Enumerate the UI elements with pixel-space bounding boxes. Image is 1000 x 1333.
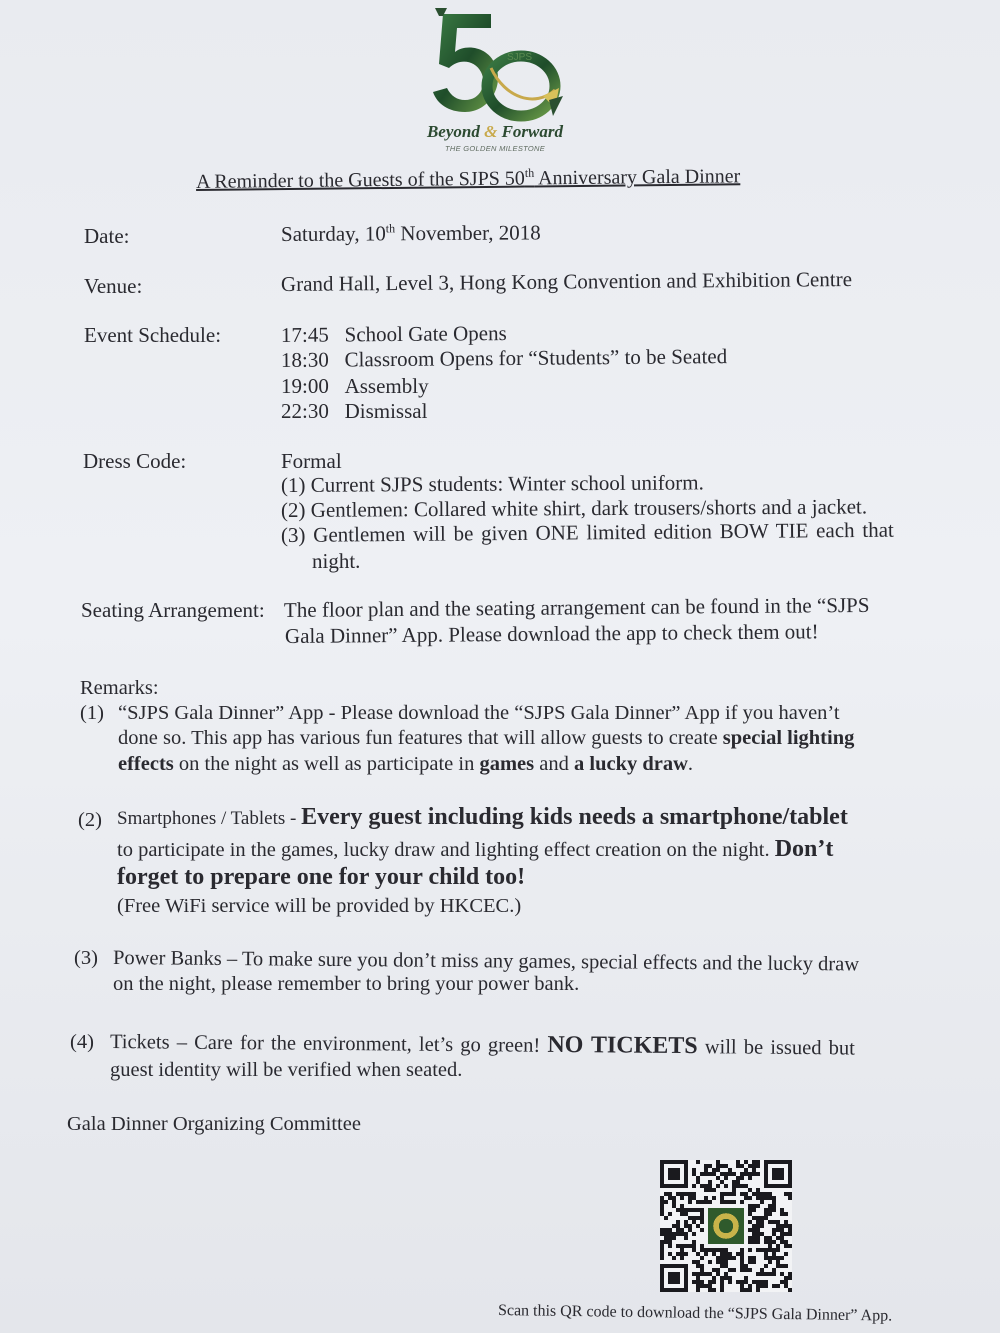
dress-code-item bbox=[281, 518, 894, 548]
remark-1-line-3 bbox=[118, 752, 693, 777]
remark-4-number: (4) bbox=[70, 1031, 94, 1053]
item-number: (3) bbox=[280, 522, 306, 547]
remark-1-number: (1) bbox=[80, 702, 104, 724]
bold-run: Every guest including kids needs a smartphone/tablet bbox=[301, 804, 848, 830]
remark-3-line-2: on the night, please remember to bring your power bank. bbox=[113, 973, 580, 995]
text-run: on the night as well as participate in bbox=[173, 753, 480, 775]
text-run: to participate in the games, lucky draw and lighting effect creation on the night. bbox=[117, 839, 775, 861]
dress-code-item bbox=[281, 470, 704, 498]
schedule-item bbox=[281, 344, 727, 373]
remark-2-line-2 bbox=[117, 837, 833, 863]
schedule-item bbox=[281, 374, 429, 399]
venue-label: Venue: bbox=[84, 274, 143, 298]
remark-4-line-1 bbox=[110, 1029, 855, 1061]
schedule-label: Event Schedule: bbox=[84, 323, 222, 347]
qr-code[interactable] bbox=[660, 1160, 792, 1292]
date-pre: Saturday, 10 bbox=[280, 221, 386, 246]
logo-subtitle: THE GOLDEN MILESTONE bbox=[444, 144, 546, 153]
remark-2-line-4: (Free WiFi service will be provided by HKCEC.) bbox=[117, 895, 522, 917]
date-label: Date: bbox=[84, 224, 130, 248]
title-main: A Reminder to the Guests of the SJPS 50 bbox=[195, 167, 525, 193]
qr-caption: Scan this QR code to download the “SJPS Gala Dinner” App. bbox=[497, 1302, 893, 1325]
item-text: Current SJPS students: Winter school uniform. bbox=[310, 470, 704, 497]
text-run: Tickets – Care for the environment, let’s go green! bbox=[109, 1031, 548, 1057]
date-sup: th bbox=[385, 221, 396, 236]
remark-3-line-1: Power Banks – To make sure you don’t miss any games, special effects and the lucky draw bbox=[112, 947, 860, 976]
remark-4-line-2: guest identity will be verified when seated. bbox=[110, 1059, 463, 1081]
venue-value: Grand Hall, Level 3, Hong Kong Convention and Exhibition Centre bbox=[280, 267, 853, 296]
schedule-time: 17:45 bbox=[280, 322, 329, 347]
bold-run: games bbox=[479, 753, 535, 775]
seating-line-2: Gala Dinner” App. Please download the app to check them out! bbox=[284, 619, 819, 648]
item-text: Gentlemen will be given ONE limited edition BOW TIE each that bbox=[313, 517, 894, 547]
bold-run: Don’t bbox=[774, 836, 834, 862]
text-run: Smartphones / Tablets - bbox=[117, 808, 302, 829]
schedule-item bbox=[281, 399, 427, 424]
item-text: Gentlemen: Collared white shirt, dark trousers/shorts and a jacket. bbox=[310, 494, 868, 522]
bold-run: NO TICKETS bbox=[547, 1031, 698, 1060]
remarks-label: Remarks: bbox=[80, 677, 159, 699]
remark-2-line-1 bbox=[117, 805, 848, 831]
document-title bbox=[196, 164, 741, 194]
schedule-time: 19:00 bbox=[281, 374, 329, 398]
schedule-event: Dismissal bbox=[344, 399, 428, 423]
item-number: (2) bbox=[280, 497, 306, 522]
tagline-beyond: Beyond bbox=[426, 122, 480, 141]
schedule-item bbox=[281, 321, 507, 348]
schedule-event: Classroom Opens for “Students” to be Seated bbox=[344, 344, 728, 372]
schedule-event: Assembly bbox=[344, 374, 429, 398]
logo-badge-text: SJPS bbox=[507, 52, 533, 63]
logo-tagline bbox=[400, 122, 590, 142]
remark-1-line-2 bbox=[118, 726, 854, 751]
remark-2-number: (2) bbox=[78, 809, 102, 831]
bold-run: special lighting bbox=[722, 727, 855, 749]
remark-1-line-1: “SJPS Gala Dinner” App - Please download the “SJPS Gala Dinner” App if you haven’t bbox=[118, 702, 840, 724]
tagline-forward: Forward bbox=[501, 122, 564, 141]
schedule-time: 22:30 bbox=[281, 399, 329, 423]
organizer-signature: Gala Dinner Organizing Committee bbox=[67, 1113, 361, 1135]
dress-code-heading: Formal bbox=[281, 449, 342, 473]
bold-run: effects bbox=[118, 753, 174, 775]
remark-2-line-3: forget to prepare one for your child too! bbox=[117, 864, 526, 890]
dress-code-item-cont: night. bbox=[312, 549, 361, 573]
bold-run: a lucky draw bbox=[574, 753, 688, 775]
remark-3-number: (3) bbox=[74, 947, 98, 969]
text-run: and bbox=[534, 753, 574, 775]
seating-label: Seating Arrangement: bbox=[81, 598, 265, 622]
date-value bbox=[281, 220, 541, 247]
seating-line-1: The floor plan and the seating arrangement can be found in the “SJPS bbox=[283, 592, 870, 622]
title-sup: th bbox=[524, 165, 535, 180]
text-run: . bbox=[687, 753, 694, 775]
tagline-amp: & bbox=[484, 122, 498, 141]
date-post: November, 2018 bbox=[395, 220, 541, 246]
dress-code-label: Dress Code: bbox=[83, 449, 187, 473]
item-number: (1) bbox=[280, 472, 306, 497]
text-run: done so. This app has various fun features that will allow guests to create bbox=[118, 727, 723, 749]
schedule-time: 18:30 bbox=[280, 347, 329, 372]
text-run: will be issued but bbox=[697, 1036, 855, 1060]
title-end: Anniversary Gala Dinner bbox=[534, 165, 741, 190]
schedule-event: School Gate Opens bbox=[344, 321, 507, 347]
